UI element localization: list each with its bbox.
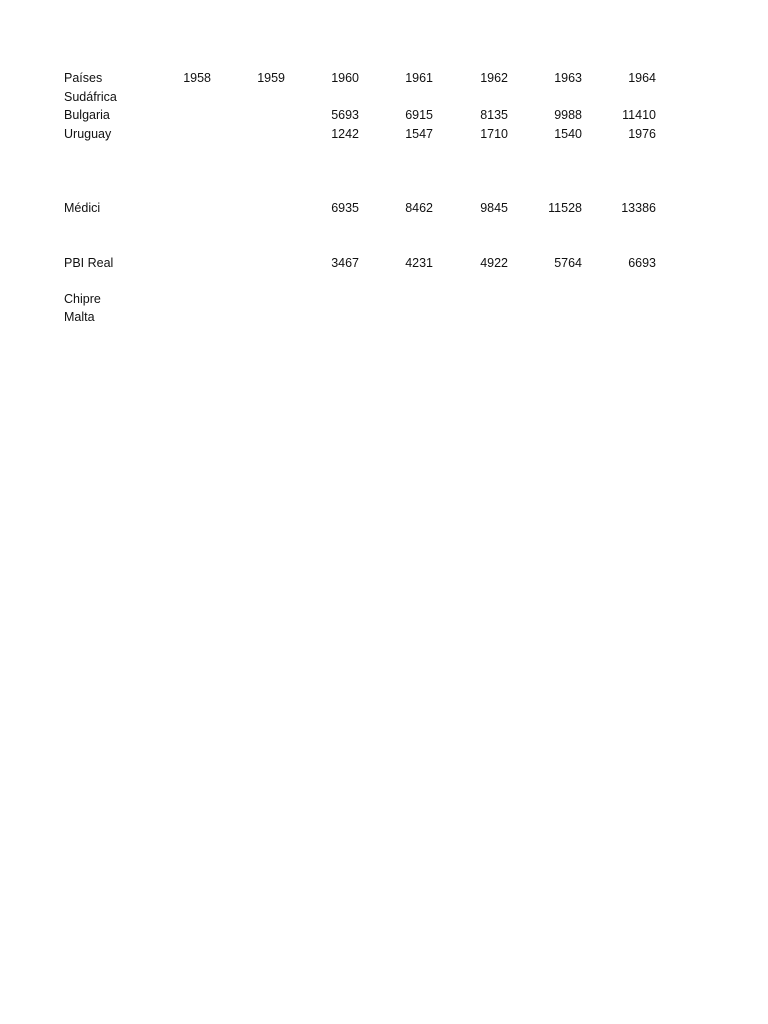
table-row	[64, 308, 664, 327]
table-cell: 9845	[480, 200, 508, 215]
table-cell: 1242	[331, 126, 359, 141]
table-cell: 5693	[331, 108, 359, 122]
table-cell: 5764	[554, 255, 582, 270]
year-header: 1959	[257, 71, 285, 85]
spacer	[64, 181, 664, 199]
header-label: Países	[64, 71, 103, 85]
table-cell: 9988	[554, 108, 582, 122]
year-header: 1961	[405, 71, 433, 85]
row-label: PBI Real	[64, 255, 114, 270]
spacer	[64, 217, 664, 254]
spreadsheet-table	[64, 69, 664, 327]
table-cell: 1710	[480, 126, 508, 141]
year-header: 1958	[183, 71, 211, 85]
year-header: 1963	[554, 71, 582, 85]
year-header: 1964	[628, 71, 656, 85]
table-row	[64, 125, 664, 144]
spacer	[64, 272, 664, 290]
row-label: Médici	[64, 200, 101, 215]
row-label: Uruguay	[64, 126, 112, 141]
table-cell: 8462	[405, 200, 433, 215]
table-row	[64, 106, 664, 125]
table-cell: 1540	[554, 126, 582, 141]
table-cell: 1547	[405, 126, 433, 141]
year-header: 1960	[331, 71, 359, 85]
table-cell: 3467	[331, 255, 359, 270]
table-cell: 11528	[548, 200, 582, 215]
row-label: Chipre	[64, 291, 101, 306]
table-cell: 4231	[405, 255, 433, 270]
header-row	[64, 69, 664, 88]
table-row	[64, 88, 664, 107]
table-cell: 8135	[480, 108, 508, 122]
row-label: Bulgaria	[64, 108, 110, 122]
row-label: Sudáfrica	[64, 89, 117, 104]
table-cell: 6935	[331, 200, 359, 215]
table-cell: 13386	[621, 200, 656, 215]
table-cell: 11410	[622, 108, 656, 122]
table-cell: 4922	[480, 255, 508, 270]
table-cell: 1976	[628, 126, 656, 141]
spacer	[64, 143, 664, 181]
pbi-row	[64, 254, 664, 273]
table-cell: 6693	[628, 255, 656, 270]
table-cell: 6915	[405, 108, 433, 122]
medici-row	[64, 199, 664, 218]
table-row	[64, 290, 664, 309]
row-label: Malta	[64, 310, 95, 324]
year-header: 1962	[480, 71, 508, 85]
